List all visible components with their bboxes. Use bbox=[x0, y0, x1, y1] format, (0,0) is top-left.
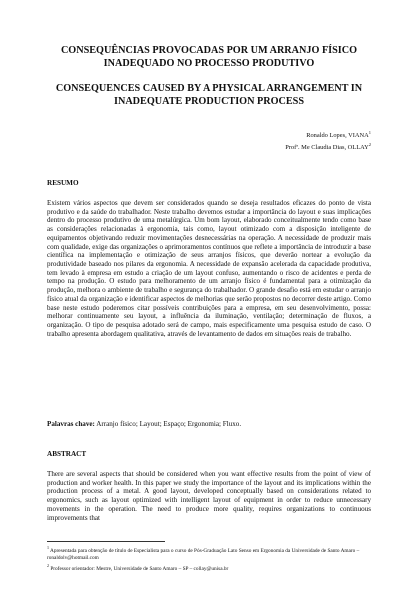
resumo-heading: RESUMO bbox=[47, 179, 79, 187]
resumo-paragraph: Existem vários aspectos que devem ser considerados quando se deseja resultados eficazes do ponto de vista produtivo e da saúde do trabalhador. Neste trabalho devemos estudar a importância do layout e suas implicações dentro do processo produtivo de uma metalúrgica. Um bom layout, elaborado conceitualmente tendo como base as considerações relacionadas à ergonomia, tais como, layout otimizado com a disposição inteligente de equipamentos objetivando reduzir movimentações desnecessárias na operação. A necessidade de produzir mais com qualidade, exige das organizações o aprimoramentos contínuos que reflete a importância de introduzir a base científica na implementação e otimização de seus arranjos físicos, que deverão nortear a evolução da produtividade baseado nos pilares da ergonomia. A necessidade de expansão acelerada da capacidade produtiva, tem levado à empresa em estudo a criação de um layout confuso, aumentando o risco de acidentes e perda de tempo na produção. O estudo para melhoramento de um arranjo físico é fundamental para a otimização da produção, melhora o ambiente de trabalho e segurança do trabalhador. O grande desafio está em estudar o arranjo físico atual da organização e identificar aspectos de melhorias que serão propostos no decorrer deste artigo. Como base neste estudo poderemos citar possíveis contribuições para a empresa, em seu desenvolvimento, possa: melhorar continuamente seu layout, a influência da iluminação, ventilação; determinação de fluxos, a organização. O tipo de pesquisa adotado será de campo, mais especificamente uma pesquisa estudo de caso. O trabalho apresenta abordagem qualitativa, através de levantamento de dados em situações reais de trabalho. bbox=[47, 199, 371, 338]
author-2-footnote-mark: 2 bbox=[368, 142, 371, 148]
author-2-name: Profª. Me Claudia Dias, OLLAY bbox=[285, 144, 369, 152]
footnote-2-mark: 2 bbox=[47, 563, 49, 569]
keywords-label: Palavras chave: bbox=[47, 420, 95, 428]
footnote-divider bbox=[47, 541, 165, 542]
footnote-1 bbox=[47, 544, 371, 562]
footnote-2-text: Professor orientador: Mestre, Universidade de Santo Amaro – SP – collay@unisa.br bbox=[49, 565, 229, 572]
footnote-1-text: Apresentada para obtenção de título de Especialista para o curso de Pós-Graduação Lato Senso em Ergonomia da Universidade de Santo Amaro – ronaldolv@hotmail.com bbox=[47, 547, 360, 561]
footnotes bbox=[47, 544, 371, 573]
author-1-footnote-mark: 1 bbox=[368, 130, 371, 135]
abstract-paragraph: There are several aspects that should be considered when you want effective results from the point of view of production and worker health. In this paper we study the importance of the layout and its implications within the production process of a metal. A good layout, developed conceptually based on considerations related to ergonomics, such as layout optimized with intelligent layout of equipment in order to reduce unnecessary movements in the operation. The need to produce more quality, requires organizations to continuous improvements that bbox=[47, 470, 371, 522]
author-1-name: Ronaldo Lopes, VIANA bbox=[306, 132, 369, 140]
author-1 bbox=[285, 128, 371, 140]
footnote-2 bbox=[47, 562, 371, 573]
keywords-line bbox=[47, 420, 371, 429]
keywords-text: Arranjo físico; Layout; Espaço; Ergonomia; Fluxo. bbox=[94, 420, 242, 428]
footnote-1-mark: 1 bbox=[47, 545, 49, 550]
abstract-heading: ABSTRACT bbox=[47, 450, 87, 458]
authors-block bbox=[285, 128, 371, 152]
author-2 bbox=[285, 140, 371, 152]
title-english: CONSEQUENCES CAUSED BY A PHYSICAL ARRANGEMENT IN INADEQUATE PRODUCTION PROCESS bbox=[55, 83, 363, 107]
title-portuguese: CONSEQUÊNCIAS PROVOCADAS POR UM ARRANJO FÍSICO INADEQUADO NO PROCESSO PRODUTIVO bbox=[60, 45, 358, 69]
